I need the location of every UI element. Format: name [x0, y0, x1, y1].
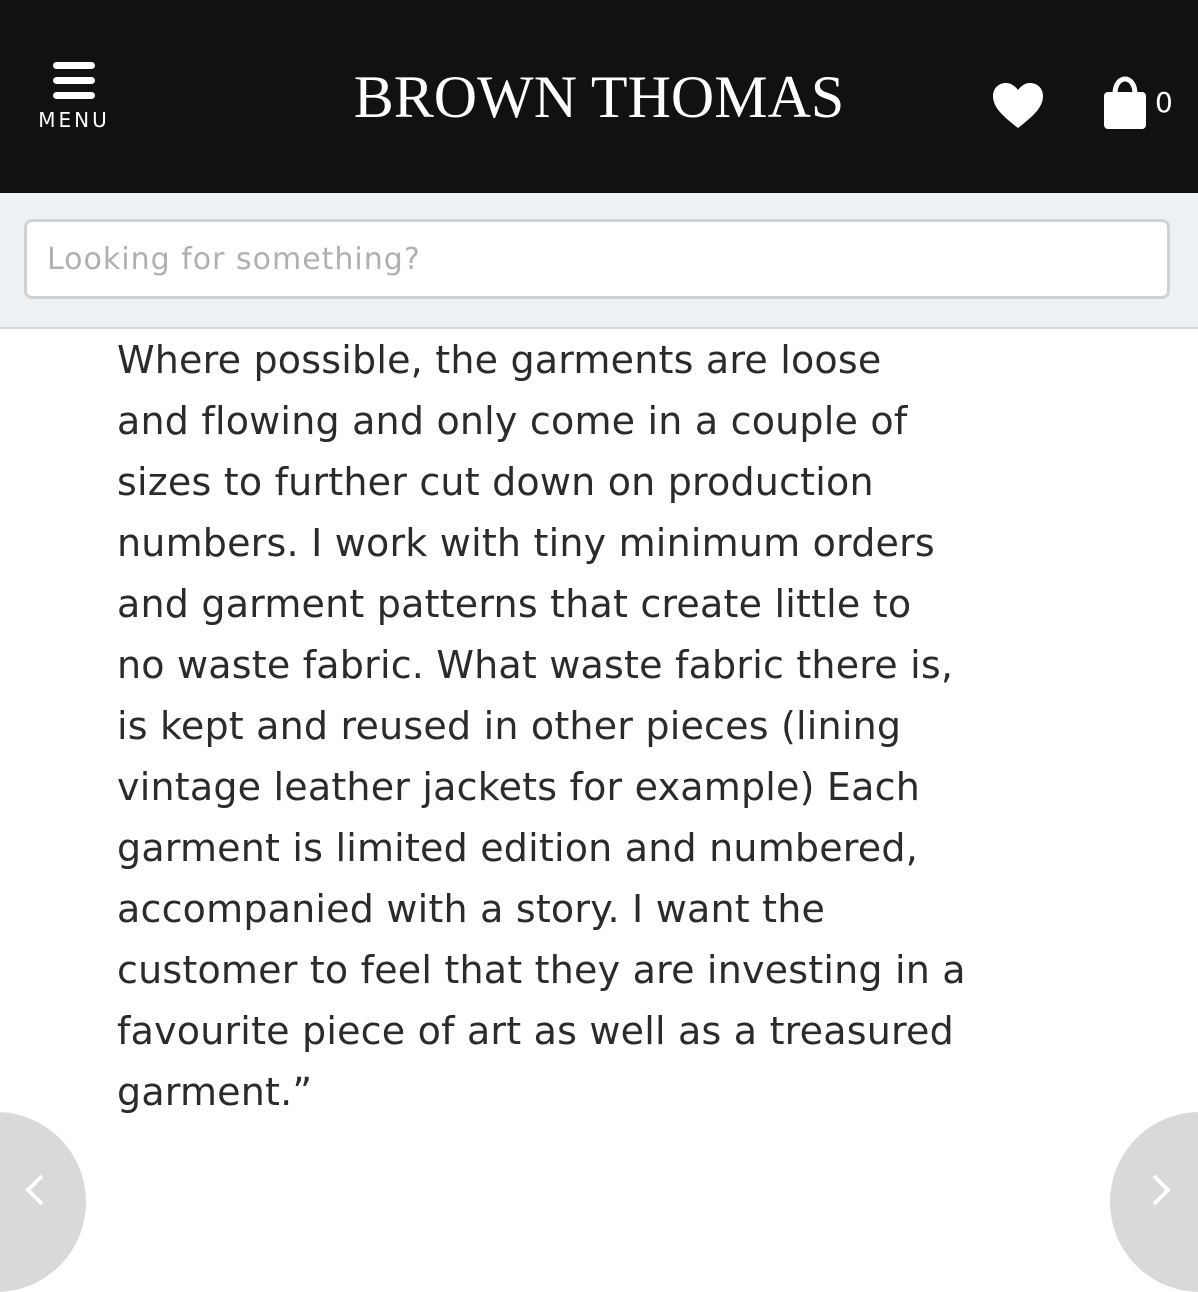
article-line: and garment patterns that create little to — [117, 582, 912, 626]
article-line: garment.” — [117, 1070, 313, 1114]
article-line: accompanied with a story. I want the — [117, 887, 826, 931]
search-input[interactable] — [24, 219, 1170, 299]
wishlist-button[interactable] — [990, 80, 1046, 130]
shopping-bag-button[interactable] — [1100, 76, 1150, 132]
article-line: and flowing and only come in a couple of — [117, 399, 908, 443]
bag-count: 0 — [1155, 86, 1173, 119]
article-line: is kept and reused in other pieces (lining — [117, 704, 902, 748]
menu-label: MENU — [38, 108, 110, 132]
brand-logo[interactable]: BROWN THOMAS — [353, 64, 845, 130]
menu-button[interactable] — [26, 56, 122, 136]
site-header — [0, 0, 1198, 193]
carousel-next-button[interactable] — [1110, 1112, 1198, 1292]
article-line: favourite piece of art as well as a treasured — [117, 1009, 954, 1053]
article-line: vintage leather jackets for example) Each — [117, 765, 920, 809]
article-line: no waste fabric. What waste fabric there is, — [117, 643, 954, 687]
article-line: Where possible, the garments are loose — [117, 338, 882, 382]
article-line: customer to feel that they are investing in a — [117, 948, 966, 992]
chevron-left-icon — [16, 1170, 56, 1210]
article-body — [117, 330, 1107, 1123]
carousel-prev-button[interactable] — [0, 1112, 86, 1292]
chevron-right-icon — [1140, 1170, 1180, 1210]
search-bar — [0, 193, 1198, 329]
heart-icon — [990, 80, 1046, 130]
article-line: sizes to further cut down on production — [117, 460, 874, 504]
shopping-bag-icon — [1100, 76, 1150, 132]
article-line: numbers. I work with tiny minimum orders — [117, 521, 935, 565]
article-line: garment is limited edition and numbered, — [117, 826, 918, 870]
hamburger-icon — [53, 62, 95, 100]
